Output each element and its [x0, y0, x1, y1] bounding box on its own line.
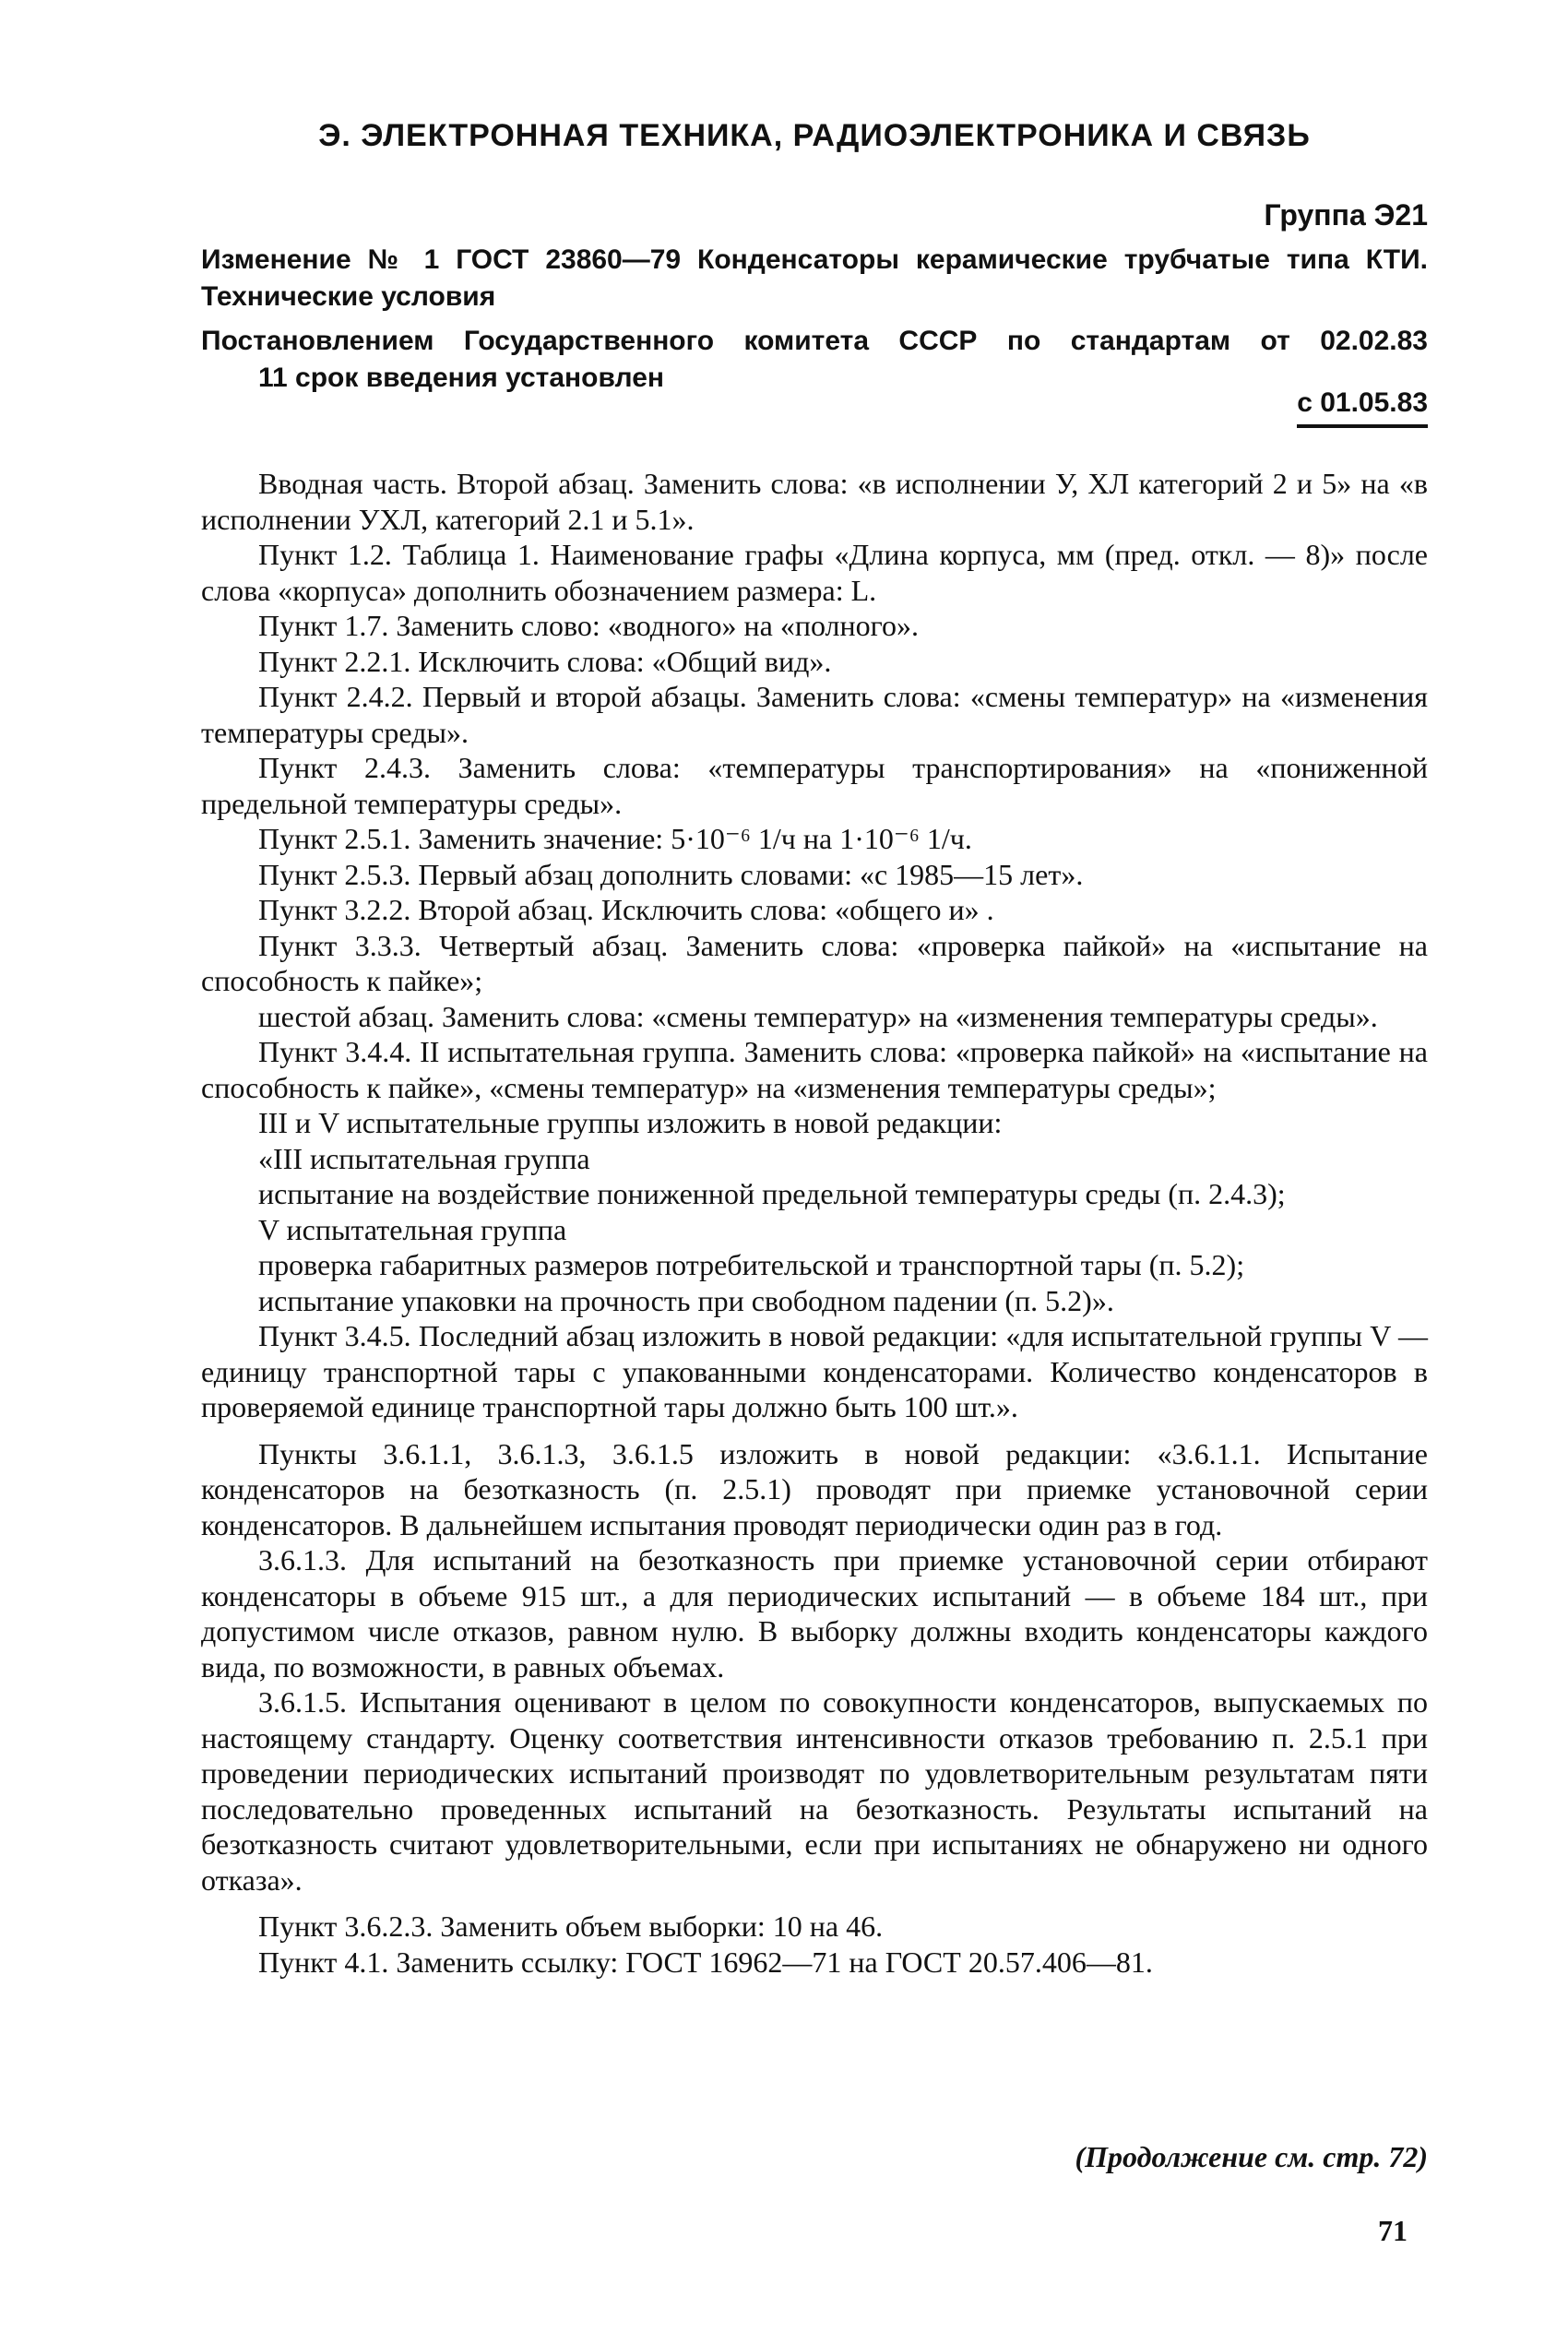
decree-line-2: 11 срок введения установлен	[258, 363, 664, 393]
body-paragraph: 3.6.1.5. Испытания оценивают в целом по совокупности конденсаторов, выпускаемых по настоящему стандарту. Оценку соответствия интенсивности отказов требованию п. 2.5.1 при проведении периодических испытаний производят по удовлетворительным результатам пяти последовательно проведенных испытаний на безотказность. Результаты испытаний на безотказность считают удовлетворительными, если при испытаниях не обнаружено ни одного отказа».	[201, 1685, 1428, 1897]
body-paragraph: V испытательная группа	[258, 1212, 567, 1246]
decree-word: Постановлением	[201, 326, 434, 356]
change-title: Изменение № 1 ГОСТ 23860—79 Конденсаторы керамические трубчатые типа КТИ. Технические условия	[201, 244, 1428, 312]
section-title: Э. ЭЛЕКТРОННАЯ ТЕХНИКА, РАДИОЭЛЕКТРОНИКА И СВЯЗЬ	[318, 118, 1311, 153]
body-paragraph: Пункт 2.5.3. Первый абзац дополнить словами: «с 1985—15 лет».	[258, 857, 1084, 891]
body-paragraph: «III испытательная группа	[258, 1141, 590, 1175]
body-paragraph: Пункт 2.5.1. Заменить значение: 5·10⁻⁶ 1/ч на 1·10⁻⁶ 1/ч.	[258, 822, 972, 855]
body-paragraph: III и V испытательные группы изложить в новой редакции:	[258, 1106, 1003, 1139]
body-paragraph: Пункт 3.2.2. Второй абзац. Исключить слова: «общего и» .	[258, 893, 994, 926]
body-paragraph: проверка габаритных размеров потребительской и транспортной тары (п. 5.2);	[258, 1248, 1245, 1281]
body-paragraph: Вводная часть. Второй абзац. Заменить слова: «в исполнении У, ХЛ категорий 2 и 5» на «в исполнении УХЛ, категорий 2.1 и 5.1».	[201, 467, 1428, 536]
body-paragraph: Пункт 2.4.2. Первый и второй абзацы. Заменить слова: «смены температур» на «изменения температуры среды».	[201, 680, 1428, 749]
decree-word: от	[1260, 326, 1290, 356]
decree-word: по	[1006, 326, 1041, 356]
body-paragraph: Пункт 1.7. Заменить слово: «водного» на «полного».	[258, 609, 919, 642]
body-paragraph: Пункт 2.4.3. Заменить слова: «температуры транспортирования» на «пониженной предельной температуры среды».	[201, 751, 1428, 820]
body-text	[201, 466, 1428, 1980]
decree-word: стандартам	[1070, 326, 1231, 356]
decree-line-1	[201, 323, 1428, 360]
body-paragraph: Пункты 3.6.1.1, 3.6.1.3, 3.6.1.5 изложить в новой редакции: «3.6.1.1. Испытание конденсаторов на безотказность (п. 2.5.1) проводят при приемке установочной серии конденсаторов. В дальнейшем испытания проводят периодически один раз в год.	[201, 1436, 1428, 1541]
body-paragraph: Пункт 2.2.1. Исключить слова: «Общий вид».	[258, 644, 832, 678]
body-paragraph: испытание на воздействие пониженной предельной температуры среды (п. 2.4.3);	[258, 1177, 1286, 1210]
decree-word: СССР	[898, 326, 978, 356]
body-paragraph: Пункт 4.1. Заменить ссылку: ГОСТ 16962—71 на ГОСТ 20.57.406—81.	[258, 1945, 1153, 1979]
decree-word: Государственного	[463, 326, 715, 356]
page-number: 71	[1378, 2214, 1408, 2247]
group-code: Группа Э21	[1264, 198, 1428, 232]
continuation-note: (Продолжение см. стр. 72)	[1075, 2140, 1428, 2173]
decree-block	[201, 323, 1428, 397]
effective-date: с 01.05.83	[1297, 387, 1428, 428]
body-paragraph: Пункт 3.4.4. II испытательная группа. Заменить слова: «проверка пайкой» на «испытание на способность к пайке», «смены температур» на «изменения температуры среды»;	[201, 1035, 1428, 1104]
decree-word: комитета	[743, 326, 870, 356]
body-paragraph: шестой абзац. Заменить слова: «смены температур» на «изменения температуры среды».	[258, 999, 1378, 1033]
body-paragraph: Пункт 3.6.2.3. Заменить объем выборки: 10 на 46.	[258, 1910, 884, 1943]
body-paragraph: испытание упаковки на прочность при свободном падении (п. 5.2)».	[258, 1283, 1114, 1317]
decree-date: 02.02.83	[1320, 326, 1428, 356]
body-paragraph: 3.6.1.3. Для испытаний на безотказность при приемке установочной серии отбирают конденсаторы в объеме 915 шт., а для периодических испытаний — в объеме 184 шт., при допустимом числе отказов, равном нулю. В выборку должны входить конденсаторы каждого вида, по возможности, в равных объемах.	[201, 1543, 1428, 1684]
body-paragraph: Пункт 3.3.3. Четвертый абзац. Заменить слова: «проверка пайкой» на «испытание на способность к пайке»;	[201, 928, 1428, 997]
body-paragraph: Пункт 3.4.5. Последний абзац изложить в новой редакции: «для испытательной группы V — единицу транспортной тары с упакованными конденсаторами. Количество конденсаторов в проверяемой единице транспортной тары должно быть 100 шт.».	[201, 1319, 1428, 1423]
body-paragraph: Пункт 1.2. Таблица 1. Наименование графы «Длина корпуса, мм (пред. откл. — 8)» после слова «корпуса» дополнить обозначением размера: L.	[201, 538, 1428, 607]
